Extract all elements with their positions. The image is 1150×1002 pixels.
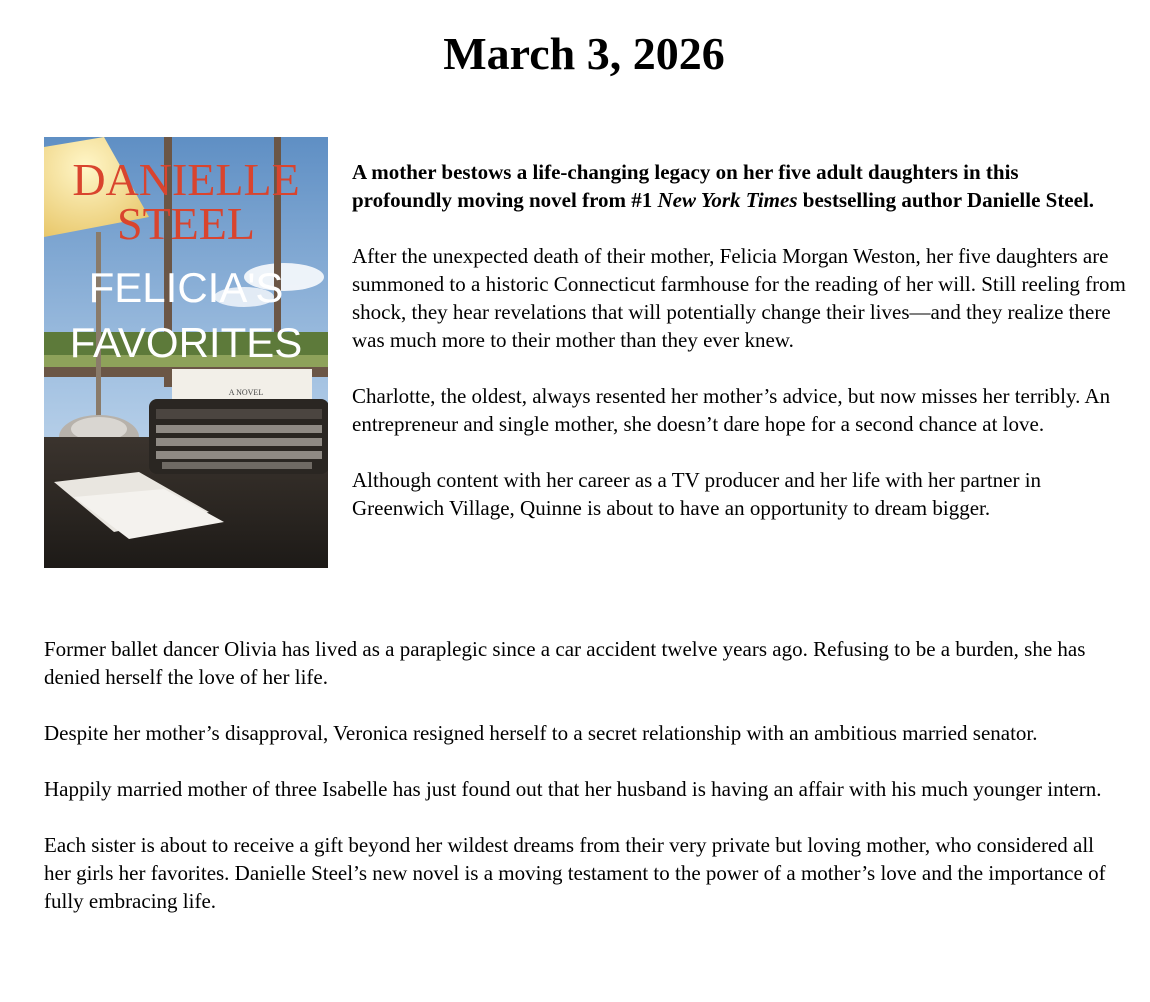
- typewriter-keys: [156, 425, 322, 433]
- paragraph-closing: Each sister is about to receive a gift beyond her wildest dreams from their very private but loving mother, who considered all her girls her favorites. Danielle Steel’s new novel is a moving testament to the power of a mother’s love and the importance of fully embracing life.: [44, 833, 1106, 913]
- paragraph-veronica: Despite her mother’s disapproval, Veronica resigned herself to a secret relationship with an ambitious married senator.: [44, 721, 1038, 745]
- intro-paragraph: [352, 158, 1122, 214]
- cover-author-line1: DANIELLE: [72, 154, 300, 205]
- book-cover-image: [44, 137, 328, 568]
- intro-text-1: A mother bestows a life-changing legacy on her five adult daughters in this profoundly moving novel from #1: [352, 160, 1019, 212]
- cover-subtitle: A NOVEL: [228, 388, 264, 397]
- typewriter-spacebar: [162, 462, 312, 469]
- cover-author-line2: STEEL: [117, 198, 255, 249]
- typewriter-keys: [156, 451, 322, 459]
- cover-title-line2: FAVORITES: [69, 319, 303, 366]
- description-bottom: [44, 635, 1124, 943]
- intro-italic: New York Times: [657, 188, 798, 212]
- paragraph-olivia: Former ballet dancer Olivia has lived as a paraplegic since a car accident twelve years ago. Refusing to be a burden, she has denied herself the love of her life.: [44, 637, 1086, 689]
- intro-text-2: bestselling author Danielle Steel.: [797, 188, 1095, 212]
- paragraph-quinne: Although content with her career as a TV producer and her life with her partner in Greenwich Village, Quinne is about to have an opportunity to dream bigger.: [352, 468, 1042, 520]
- description-top: [352, 158, 1132, 550]
- paragraph-charlotte: Charlotte, the oldest, always resented her mother’s advice, but now misses her terribly. An entrepreneur and single mother, she doesn’t dare hope for a second chance at love.: [352, 384, 1111, 436]
- typewriter-keys: [156, 438, 322, 446]
- cover-title-line1: FELICIA'S: [88, 264, 284, 311]
- paragraph-isabelle: Happily married mother of three Isabelle has just found out that her husband is having an affair with his much younger intern.: [44, 777, 1102, 801]
- paragraph-synopsis: After the unexpected death of their mother, Felicia Morgan Weston, her five daughters are summoned to a historic Connecticut farmhouse for the reading of her will. Still reeling from shock, they hear revelations that will potentially change their lives—and they realize there was much more to their mother than they ever knew.: [352, 244, 1126, 352]
- page-title: March 3, 2026: [443, 28, 725, 79]
- typewriter-row: [156, 409, 322, 419]
- book-cover-illustration: [44, 137, 328, 568]
